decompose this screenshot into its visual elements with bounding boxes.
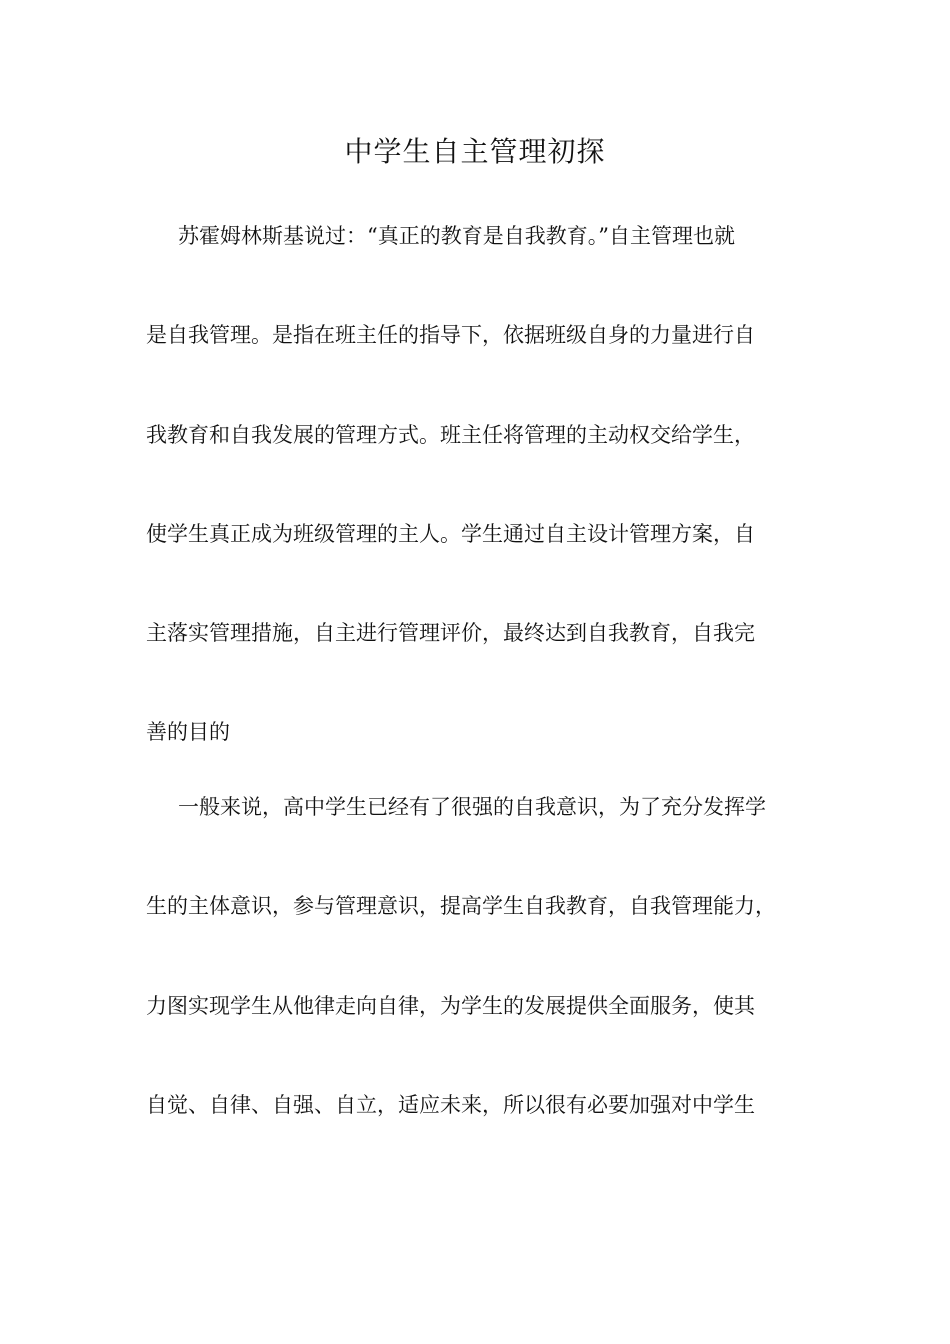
paragraph-2-line-2: 生的主体意识，参与管理意识，提高学生自我教育，自我管理能力， [146,894,776,918]
paragraph-1-line-4: 使学生真正成为班级管理的主人。学生通过自主设计管理方案，自 [146,522,755,546]
paragraph-1-line-2: 是自我管理。是指在班主任的指导下，依据班级自身的力量进行自 [146,323,755,347]
paragraph-2-line-1: 一般来说，高中学生已经有了很强的自我意识，为了充分发挥学 [178,795,766,819]
paragraph-1-line-1: 苏霍姆林斯基说过：“真正的教育是自我教育。”自主管理也就 [178,224,735,248]
paragraph-2-line-4: 自觉、自律、自强、自立，适应未来，所以很有必要加强对中学生 [146,1093,755,1117]
page-title: 中学生自主管理初探 [344,135,606,168]
paragraph-2-line-3: 力图实现学生从他律走向自律，为学生的发展提供全面服务，使其 [146,994,755,1018]
paragraph-1-line-3: 我教育和自我发展的管理方式。班主任将管理的主动权交给学生， [146,423,755,447]
paragraph-1-line-5: 主落实管理措施，自主进行管理评价，最终达到自我教育，自我完 [146,621,755,645]
paragraph-1-line-6: 善的目的 [146,720,230,744]
